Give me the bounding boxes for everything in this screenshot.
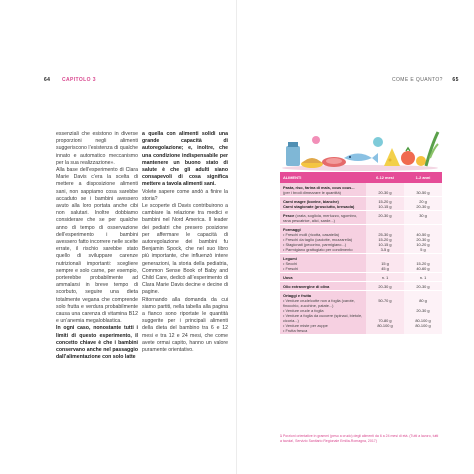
lemon-icon — [416, 156, 426, 166]
food-subitem: • Verdure crude a foglia — [283, 307, 324, 313]
amount: 30-50 g — [416, 189, 430, 195]
table-row — [280, 282, 442, 291]
amount: 20-30 g — [416, 307, 430, 313]
food-cell — [280, 273, 366, 282]
table-row — [280, 254, 442, 273]
amount: 20-30 g — [378, 283, 392, 289]
chapter-label: CAPITOLO 3 — [61, 77, 96, 83]
table-row — [280, 211, 442, 225]
amount: 20-30 g — [378, 189, 392, 195]
table-row — [280, 197, 442, 211]
amount: 70-80 g — [378, 317, 392, 323]
amount: 15-20 g — [416, 260, 430, 266]
amount: 30 g — [419, 212, 427, 218]
header-1-2-years: 1-2 anni — [404, 172, 442, 183]
right-running-head — [392, 77, 459, 83]
footnote-number: 1 — [280, 434, 282, 438]
food-cell — [280, 183, 366, 197]
amount: n. 1 — [381, 274, 389, 280]
leek-icon — [426, 132, 438, 166]
food-subitem: • Secchi — [283, 260, 298, 266]
paragraph: Alla base dell’esperimento di Clara Marie Davis c’era la scelta di mettere a disposizione alimenti sani, non sappiamo cosa sarebbe accaduto se i bambini avessero avuto alla loro portata anche cibi non salutari. Inoltre dobbiamo considerare che se per qualche anno di tempo di osservazione dell’esperimento i bambini avessero fatto incorrere nelle scelte errate, il rischio sarebbe stato quello di sviluppare carenze nutrizionali importanti: scegliere sempre e solo carne, per esempio, porterebbe probabilmente ad ammalarsi in breve tempo di scorbuto, seguire una dieta totalmente vegana che comprende solo frutta e verdura probabilmente causa una carenza di vitamina B12 e un’anemia megaloblastica. — [56, 167, 138, 325]
amount: 15-20 g — [378, 198, 392, 204]
food-name: Formaggi — [283, 226, 301, 232]
amount: 10-15 g — [378, 241, 392, 247]
food-name: Olio extravergine di oliva — [283, 283, 330, 289]
value-1-2-years — [404, 197, 442, 211]
food-subitem: • Verdure crude/cotte non a foglia (carote, finocchio, zucchine, patate...) — [283, 297, 355, 308]
header-foods: ALIMENTI — [280, 172, 366, 183]
food-subitem: (per i brodi dimezzare le quantità) — [283, 189, 341, 195]
food-name: Ortaggi e frutta — [283, 292, 312, 298]
value-6-12-months — [366, 282, 404, 291]
table-row — [280, 183, 442, 197]
paragraph: Ritornando alla domanda da cui siamo partiti, nella tabella alla pagina a fianco sono riportate le quantità suggerite per i principali alimenti della dieta del bambino tra 6 e 12 mesi e tra 12 e 24 mesi, che come avete ormai capito, hanno un valore puramente orientativo. — [142, 296, 228, 354]
food-name: Legumi — [283, 255, 297, 261]
amount: 20-30 g — [378, 212, 392, 218]
value-1-2-years — [404, 273, 442, 282]
food-subitem: • Verdure a foglia da cuocere (spinaci, bietole, cicoria...) — [283, 312, 363, 323]
food-cell — [280, 211, 366, 225]
value-6-12-months — [366, 291, 404, 335]
food-subitem: • Stagionati (pecorino, parmigiano...) — [283, 241, 346, 247]
amount: 20-30 g — [416, 283, 430, 289]
amount: 40-60 g — [416, 265, 430, 271]
paragraph: In ogni caso, nonostante tutti i limiti di questo esperimento, il concetto chiave è che i bambini conservano anche nel passaggio dall’alimentazione con solo latte — [56, 325, 138, 361]
amount: 15-20 g — [378, 236, 392, 242]
value-6-12-months — [366, 211, 404, 225]
value-1-2-years — [404, 183, 442, 197]
food-subitem: • Freschi — [283, 265, 299, 271]
amount: 45 g — [381, 265, 389, 271]
food-subitem: • Frutta fresca — [283, 327, 308, 333]
food-subitem: • Freschi da taglio (caciotte, mozzarella) — [283, 236, 353, 242]
food-name: Pasta, riso, farina di mais, cous cous... — [283, 184, 355, 190]
food-subitem: Carni magre (bovine, bianche) — [283, 198, 339, 204]
food-subitem: Carni stagionate (prosciutto, bresaola) — [283, 203, 355, 209]
amount: 15 g — [381, 260, 389, 266]
paragraph: Le scoperte di Davis contribuirono a cambiare la relazione tra medici e bambini nel Nord America. Il leader dei pediatri che presero posizione per affermare le capacità di autoregolazione dei bambini fu Benjamin Spock, che nel suo libro più importante, che influenzò intere generazioni, la storia della pediatria, Common Sense Book of Baby and Child Care, dedicò all’esperimento di Clara Marie Davis decine e decine di pagine. — [142, 203, 228, 296]
food-subitem: • Verdure miste per zuppe — [283, 322, 328, 328]
value-1-2-years — [404, 225, 442, 254]
value-6-12-months — [366, 273, 404, 282]
paragraph: Volete sapere come andò a finire la storia? — [142, 188, 228, 202]
portion-table — [280, 172, 442, 335]
food-note: (orata, sogliola, merluzzo, sgombro, rana pescatrice, alici, sarde...) — [283, 212, 358, 223]
value-6-12-months — [366, 225, 404, 254]
text-column-1 — [56, 131, 138, 362]
food-name: Pesce — [283, 212, 295, 218]
text-column-2 — [142, 131, 228, 354]
amount: 80 g — [419, 297, 427, 303]
right-page-number: 65 — [452, 77, 459, 83]
value-6-12-months — [366, 183, 404, 197]
left-running-head — [44, 77, 96, 83]
amount: 80-100 g — [415, 322, 431, 328]
left-page-number: 64 — [44, 77, 51, 83]
amount: 80-100 g — [415, 317, 431, 323]
plate-icon — [373, 137, 383, 147]
table-row — [280, 225, 442, 254]
jar-icon — [286, 146, 300, 166]
value-1-2-years — [404, 291, 442, 335]
footnote-text: Porzioni orientative in grammi (peso a crudo) degli alimenti da 6 a 24 mesi di età. (Tutti a lavoro, tutti a tavola!, Servizio Sanitario Regionale Emilia-Romagna, 2017) — [280, 434, 439, 443]
value-6-12-months — [366, 254, 404, 273]
amount: 50-70 g — [378, 297, 392, 303]
food-subitem: • Parmigiano grattugiato per condimento — [283, 246, 353, 252]
fish-icon — [344, 154, 372, 162]
value-6-12-months — [366, 197, 404, 211]
sweet-icon — [312, 136, 320, 144]
food-cell — [280, 225, 366, 254]
amount: 20-30 g — [416, 203, 430, 209]
food-name: Uova — [283, 274, 293, 280]
tomato-icon — [401, 151, 415, 165]
food-cell — [280, 197, 366, 211]
food-cell — [280, 282, 366, 291]
amount: 3-5 g — [380, 246, 390, 252]
table-row — [280, 291, 442, 335]
paragraph: a quella con alimenti solidi una grande capacità di autoregolazione; e, inoltre, che una condizione indispensabile per mantenere un buono stato di salute è che gli adulti siano consapevoli di cosa significa mettere a tavola alimenti sani. — [142, 131, 228, 188]
page-gutter — [236, 0, 237, 474]
amount: 80-100 g — [377, 322, 393, 328]
food-subitem: • Freschi molli (ricotta, casatella) — [283, 231, 340, 237]
amount: 25-30 g — [378, 231, 392, 237]
table-header-row — [280, 172, 442, 183]
amount: 20 g — [419, 198, 427, 204]
food-cell — [280, 291, 366, 335]
value-1-2-years — [404, 254, 442, 273]
food-illustration — [280, 128, 440, 172]
amount: n. 1 — [419, 274, 427, 280]
table-footnote — [280, 434, 440, 443]
paragraph: essenziali che esistono in diverse proporzioni negli alimenti suggeriscono l’esistenza di qualche innato e automatico meccanismo per la sua realizzazione». — [56, 131, 138, 166]
value-1-2-years — [404, 282, 442, 291]
food-cell — [280, 254, 366, 273]
amount: 10-20 g — [416, 241, 430, 247]
value-1-2-years — [404, 211, 442, 225]
amount: 10-15 g — [378, 203, 392, 209]
section-label: COME E QUANTO? — [392, 77, 443, 83]
amount: 40-50 g — [416, 231, 430, 237]
table-row — [280, 273, 442, 282]
amount: 20-30 g — [416, 236, 430, 242]
amount: 5 g — [420, 246, 426, 252]
header-6-12-months: 6-12 mesi — [366, 172, 404, 183]
cheese-icon — [384, 148, 400, 166]
